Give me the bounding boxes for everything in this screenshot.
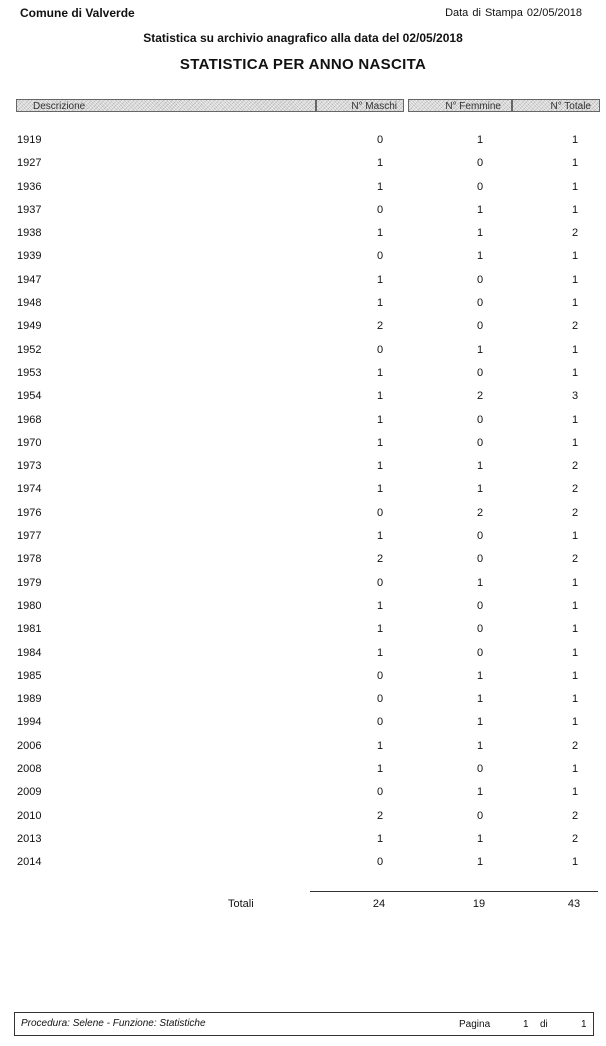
females-cell: 1 [476,786,484,799]
total-cell: 1 [571,599,579,612]
total-cell: 1 [571,203,579,216]
females-cell: 1 [476,856,484,869]
table-row [0,200,606,223]
females-cell: 1 [476,576,484,589]
females-cell: 1 [476,460,484,473]
total-cell: 2 [571,739,579,752]
total-cell: 1 [571,763,579,776]
females-cell: 1 [476,739,484,752]
year-cell: 1939 [17,250,42,263]
table-row [0,479,606,502]
year-cell: 1937 [17,203,42,216]
males-cell: 1 [376,483,384,496]
table-row [0,293,606,316]
year-cell: 1973 [17,460,42,473]
table-row [0,130,606,153]
table-row [0,456,606,479]
table-row [0,689,606,712]
year-cell: 1989 [17,693,42,706]
females-cell: 0 [476,366,484,379]
year-cell: 1981 [17,623,42,636]
year-cell: 1953 [17,366,42,379]
males-cell: 1 [376,460,384,473]
page-footer [14,1012,594,1036]
total-cell: 1 [571,530,579,543]
females-cell: 0 [476,530,484,543]
females-cell: 0 [476,809,484,822]
females-cell: 0 [476,599,484,612]
table-row [0,503,606,526]
females-cell: 0 [476,436,484,449]
year-cell: 1984 [17,646,42,659]
males-cell: 1 [376,436,384,449]
table-row [0,619,606,642]
procedure-label: Procedura: Selene - Funzione: Statistiche [21,1018,206,1029]
males-cell: 0 [376,506,384,519]
year-cell: 1954 [17,390,42,403]
page-total: 1 [581,1019,587,1030]
females-cell: 0 [476,763,484,776]
year-cell: 1952 [17,343,42,356]
males-cell: 1 [376,297,384,310]
males-cell: 1 [376,227,384,240]
table-row [0,666,606,689]
year-cell: 2014 [17,856,42,869]
females-cell: 1 [476,343,484,356]
totals-label: Totali [228,898,254,910]
total-cell: 1 [571,716,579,729]
males-cell: 1 [376,366,384,379]
females-cell: 1 [476,832,484,845]
total-cell: 2 [571,809,579,822]
table-row [0,526,606,549]
page-label: Pagina [459,1019,491,1030]
year-cell: 2008 [17,763,42,776]
table-row [0,316,606,339]
males-cell: 1 [376,832,384,845]
table-row [0,153,606,176]
year-cell: 1970 [17,436,42,449]
males-cell: 0 [376,693,384,706]
males-cell: 1 [376,763,384,776]
males-cell: 1 [376,390,384,403]
totals-males: 24 [372,898,386,910]
males-cell: 1 [376,180,384,193]
table-row [0,340,606,363]
males-cell: 1 [376,273,384,286]
year-cell: 1994 [17,716,42,729]
year-cell: 1980 [17,599,42,612]
year-cell: 1974 [17,483,42,496]
males-cell: 0 [376,134,384,146]
total-cell: 1 [571,623,579,636]
totals-divider [310,891,598,892]
females-cell: 1 [476,483,484,496]
year-cell: 1977 [17,530,42,543]
table-row [0,363,606,386]
females-cell: 0 [476,413,484,426]
females-cell: 0 [476,180,484,193]
total-cell: 1 [571,436,579,449]
table-row [0,643,606,666]
total-cell: 1 [571,669,579,682]
table-header [16,99,600,113]
year-cell: 2009 [17,786,42,799]
table-body [0,130,606,876]
year-cell: 1985 [17,669,42,682]
males-cell: 0 [376,203,384,216]
totals-row [0,898,606,914]
total-cell: 1 [571,297,579,310]
total-cell: 1 [571,576,579,589]
females-cell: 0 [476,623,484,636]
females-cell: 0 [476,320,484,333]
table-row [0,596,606,619]
total-cell: 2 [571,553,579,566]
year-cell: 2013 [17,832,42,845]
total-cell: 3 [571,390,579,403]
column-header-description: Descrizione [16,99,316,112]
males-cell: 0 [376,716,384,729]
males-cell: 1 [376,739,384,752]
report-subtitle: Statistica su archivio anagrafico alla data del 02/05/2018 [143,31,463,45]
males-cell: 2 [376,809,384,822]
year-cell: 2006 [17,739,42,752]
table-row [0,736,606,759]
males-cell: 0 [376,343,384,356]
males-cell: 0 [376,786,384,799]
males-cell: 1 [376,599,384,612]
total-cell: 1 [571,180,579,193]
males-cell: 0 [376,250,384,263]
females-cell: 1 [476,203,484,216]
year-cell: 2010 [17,809,42,822]
table-row [0,433,606,456]
females-cell: 1 [476,250,484,263]
total-cell: 1 [571,250,579,263]
table-row [0,852,606,875]
total-cell: 2 [571,832,579,845]
total-cell: 2 [571,506,579,519]
table-row [0,246,606,269]
males-cell: 1 [376,623,384,636]
males-cell: 1 [376,413,384,426]
total-cell: 1 [571,693,579,706]
table-row [0,573,606,596]
females-cell: 0 [476,646,484,659]
total-cell: 1 [571,646,579,659]
table-row [0,829,606,852]
report-title: STATISTICA PER ANNO NASCITA [179,56,427,73]
total-cell: 2 [571,320,579,333]
print-date: Data di Stampa 02/05/2018 [445,7,582,19]
males-cell: 0 [376,856,384,869]
municipality-name: Comune di Valverde [20,6,135,20]
females-cell: 1 [476,227,484,240]
column-header-males: N° Maschi [316,99,404,112]
females-cell: 0 [476,273,484,286]
page-number: 1 [523,1019,529,1030]
males-cell: 2 [376,320,384,333]
females-cell: 1 [476,669,484,682]
females-cell: 2 [476,390,484,403]
total-cell: 2 [571,460,579,473]
males-cell: 0 [376,576,384,589]
year-cell: 1949 [17,320,42,333]
totals-females: 19 [472,898,486,910]
males-cell: 0 [376,669,384,682]
males-cell: 1 [376,530,384,543]
females-cell: 0 [476,297,484,310]
column-header-females: N° Femmine [408,99,512,112]
females-cell: 1 [476,134,484,146]
year-cell: 1938 [17,227,42,240]
year-cell: 1976 [17,506,42,519]
males-cell: 1 [376,646,384,659]
total-cell: 2 [571,483,579,496]
total-cell: 1 [571,343,579,356]
total-cell: 2 [571,227,579,240]
table-row [0,410,606,433]
column-header-total: N° Totale [512,99,600,112]
table-row [0,386,606,409]
table-row [0,270,606,293]
total-cell: 1 [571,413,579,426]
males-cell: 2 [376,553,384,566]
table-row [0,549,606,572]
year-cell: 1968 [17,413,42,426]
year-cell: 1978 [17,553,42,566]
page-separator: di [540,1019,548,1030]
year-cell: 1936 [17,180,42,193]
table-row [0,177,606,200]
table-row [0,782,606,805]
table-row [0,223,606,246]
females-cell: 0 [476,553,484,566]
total-cell: 1 [571,273,579,286]
year-cell: 1927 [17,157,42,170]
year-cell: 1947 [17,273,42,286]
total-cell: 1 [571,157,579,170]
total-cell: 1 [571,366,579,379]
table-row [0,712,606,735]
totals-total: 43 [567,898,581,910]
total-cell: 1 [571,134,579,146]
females-cell: 1 [476,716,484,729]
year-cell: 1948 [17,297,42,310]
table-row [0,806,606,829]
year-cell: 1919 [17,134,42,146]
females-cell: 1 [476,693,484,706]
table-row [0,759,606,782]
females-cell: 0 [476,157,484,170]
males-cell: 1 [376,157,384,170]
total-cell: 1 [571,856,579,869]
females-cell: 2 [476,506,484,519]
total-cell: 1 [571,786,579,799]
year-cell: 1979 [17,576,42,589]
